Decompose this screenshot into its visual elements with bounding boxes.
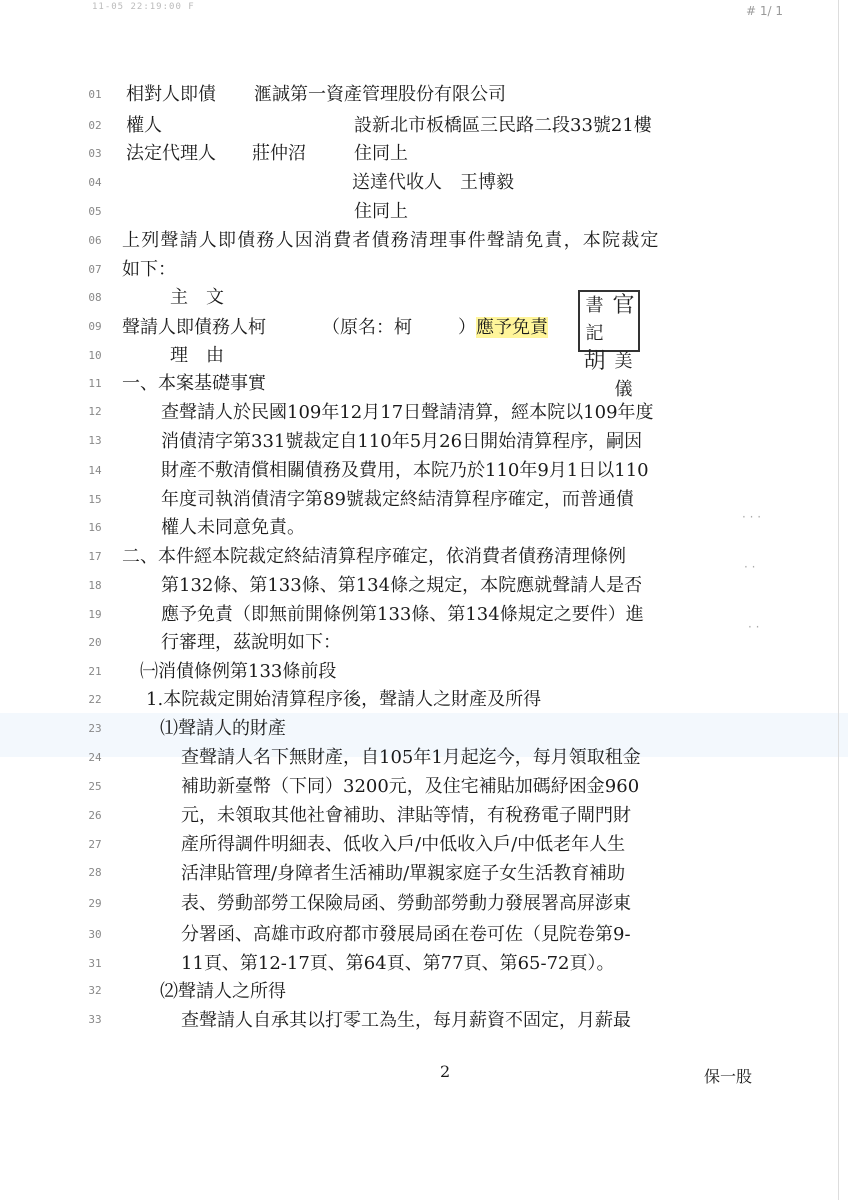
line-number: 11: [88, 377, 102, 390]
line-number: 27: [88, 838, 102, 851]
body-line: 產所得調件明細表、低收入戶/中低收入戶/中低老年人生: [181, 834, 626, 855]
section-heading-main: 主 文: [170, 287, 224, 308]
seal-char: 書記: [585, 295, 604, 344]
party-role-label-cont: 權人: [126, 115, 162, 136]
legal-rep-label: 法定代理人: [126, 143, 216, 164]
line-number: 25: [88, 780, 102, 793]
body-line: 應予免責（即無前開條例第133條、第134條規定之要件）進: [161, 604, 644, 625]
ruling-line: [122, 318, 548, 338]
body-line: 11頁、第12-17頁、第64頁、第77頁、第65-72頁）。: [181, 953, 615, 974]
line-number: 13: [88, 434, 102, 447]
line-number: 23: [88, 722, 102, 735]
clerk-seal-stamp: [578, 290, 640, 400]
line-number: 24: [88, 751, 102, 764]
seal-char: 胡: [583, 349, 606, 374]
line-number: 32: [88, 984, 102, 997]
body-line: 查聲請人自承其以打零工為生，每月薪資不固定，月薪最: [181, 1010, 631, 1031]
heading-basic-facts: 一、本案基礎事實: [122, 373, 266, 394]
section-heading-reason: 理 由: [170, 345, 224, 366]
body-line: 財產不敷清償相關債務及費用，本院乃於110年9月1日以110: [161, 460, 649, 481]
line-number: 29: [88, 897, 102, 910]
fax-header: 11-05 22:19:00 F: [92, 2, 195, 12]
fax-page-mark: # 1/ 1: [746, 4, 783, 18]
line-number: 33: [88, 1013, 102, 1026]
line-number: 03: [88, 147, 102, 160]
line-number: 22: [88, 693, 102, 706]
body-line: 分署函、高雄市政府都市發展局函在卷可佐（見院卷第9-: [181, 924, 631, 945]
line-number: 14: [88, 464, 102, 477]
body-line: 元，未領取其他社會補助、津貼等情，有稅務電子閘門財: [181, 805, 631, 826]
body-line: 權人未同意免責。: [161, 517, 305, 538]
seal-char: 美儀: [614, 351, 633, 400]
department-label: 保一股: [704, 1067, 753, 1086]
line-number: 09: [88, 320, 102, 333]
line-number: 18: [88, 579, 102, 592]
line-number: 31: [88, 957, 102, 970]
line-number: 26: [88, 809, 102, 822]
line-number: 04: [88, 176, 102, 189]
subheading-property-income: 1.本院裁定開始清算程序後，聲請人之財產及所得: [146, 689, 542, 710]
line-number: 06: [88, 234, 102, 247]
subheading-income: ⑵聲請人之所得: [160, 981, 286, 1002]
body-line: 表、勞動部勞工保險局函、勞動部勞動力發展署高屏澎東: [181, 893, 631, 914]
scan-speckle: · · ·: [742, 510, 762, 524]
scan-speckle: · ·: [744, 560, 756, 574]
subheading-property: ⑴聲請人的財產: [160, 718, 286, 739]
line-number: 15: [88, 493, 102, 506]
ruling-former-name: （原名：柯: [322, 317, 412, 338]
line-number: 28: [88, 866, 102, 879]
body-line: 消債清字第331號裁定自110年5月26日開始清算程序，嗣因: [161, 431, 643, 452]
line-number: 08: [88, 291, 102, 304]
intro-line: 上列聲請人即債務人因消費者債務清理事件聲請免責，本院裁定: [122, 230, 660, 251]
line-number: 19: [88, 608, 102, 621]
line-number: 10: [88, 349, 102, 362]
legal-rep-address: 住同上: [354, 143, 408, 164]
line-number: 21: [88, 665, 102, 678]
line-number: 07: [88, 263, 102, 276]
body-line: 行審理，茲說明如下：: [161, 632, 341, 653]
line-number: 16: [88, 521, 102, 534]
line-number: 20: [88, 636, 102, 649]
subheading-article-133: ㈠消債條例第133條前段: [140, 661, 337, 682]
seal-char: 官: [612, 293, 635, 318]
line-number: 17: [88, 550, 102, 563]
scan-edge-line: [838, 0, 839, 1200]
line-number: 30: [88, 928, 102, 941]
respondent-name: 滙誠第一資產管理股份有限公司: [254, 84, 506, 105]
legal-rep-name: 莊仲沼: [252, 143, 306, 164]
scan-speckle: · ·: [748, 620, 760, 634]
heading-review: 二、本件經本院裁定終結清算程序確定，依消費者債務清理條例: [122, 546, 626, 567]
body-line: 查聲請人於民國109年12月17日聲請清算，經本院以109年度: [161, 402, 654, 423]
service-agent-address: 住同上: [354, 201, 408, 222]
ruling-applicant: 聲請人即債務人柯: [122, 317, 266, 338]
line-number: 01: [88, 88, 102, 101]
respondent-address: 設新北市板橋區三民路二段33號21樓: [354, 115, 652, 136]
body-line: 第132條、第133條、第134條之規定，本院應就聲請人是否: [161, 575, 643, 596]
body-line: 查聲請人名下無財產，自105年1月起迄今，每月領取租金: [181, 747, 641, 768]
intro-line: 如下：: [122, 259, 176, 280]
body-line: 年度司執消債清字第89號裁定終結清算程序確定，而普通債: [161, 489, 634, 510]
service-agent: 送達代收人 王博毅: [352, 172, 514, 193]
ruling-decision-highlight: 應予免責: [476, 317, 548, 338]
body-line: 活津貼管理/身障者生活補助/單親家庭子女生活教育補助: [181, 863, 626, 884]
body-line: 補助新臺幣（下同）3200元，及住宅補貼加碼紓困金960: [181, 776, 640, 797]
line-number: 05: [88, 205, 102, 218]
line-number: 02: [88, 119, 102, 132]
page-number: 2: [440, 1062, 451, 1081]
line-number: 12: [88, 405, 102, 418]
party-role-label: 相對人即債: [126, 84, 216, 105]
ruling-paren-close: ）: [458, 317, 476, 338]
